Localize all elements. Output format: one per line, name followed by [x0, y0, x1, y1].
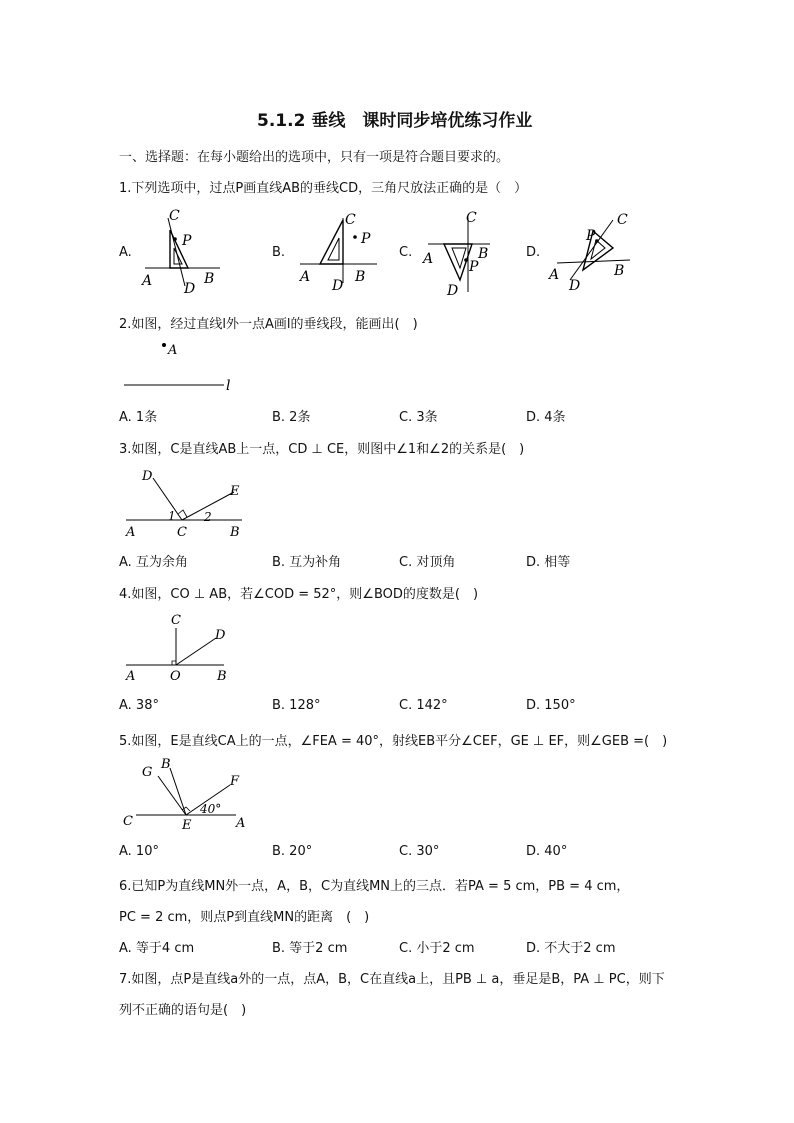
q1d-label-c: C: [617, 212, 628, 228]
q3-figure: [120, 462, 260, 542]
q3-option-c[interactable]: C. 对顶角: [399, 555, 456, 570]
q4-option-c[interactable]: C. 142°: [399, 698, 448, 713]
q3-option-a[interactable]: A. 互为余角: [119, 555, 188, 570]
q1-option-c[interactable]: C.: [399, 245, 413, 260]
q3-option-b[interactable]: B. 互为补角: [272, 555, 342, 570]
q1c-label-b: B: [478, 246, 489, 262]
q6-option-c[interactable]: C. 小于2 cm: [399, 941, 475, 956]
q5-label-a: A: [236, 816, 246, 831]
q5-label-b: B: [161, 757, 171, 772]
q2-option-b[interactable]: B. 2条: [272, 410, 311, 425]
q5-label-f: F: [230, 774, 240, 789]
q5-label-e: E: [182, 818, 192, 833]
q3-label-2: 2: [204, 510, 212, 524]
question-3-text: 3.如图，C是直线AB上一点，CD ⊥ CE，则图中∠1和∠2的关系是( ): [119, 442, 525, 457]
q1c-label-p: P: [469, 259, 479, 275]
q1d-label-a: A: [549, 267, 560, 283]
q2-option-d[interactable]: D. 4条: [526, 410, 566, 425]
q4-option-d[interactable]: D. 150°: [526, 698, 576, 713]
q3-label-d: D: [142, 469, 153, 484]
q1-figure-d: [545, 208, 645, 298]
q1d-label-p: P: [586, 228, 596, 244]
q1d-label-b: B: [614, 263, 625, 279]
q6-option-a[interactable]: A. 等于4 cm: [119, 941, 195, 956]
question-1-text: 1.下列选项中，过点P画直线AB的垂线CD，三角尺放法正确的是（ ）: [119, 181, 528, 196]
q5-option-a[interactable]: A. 10°: [119, 844, 159, 859]
question-5-text: 5.如图，E是直线CA上的一点，∠FEA = 40°，射线EB平分∠CEF，GE ⊥ EF，则∠GEB =( ): [119, 734, 668, 749]
q4-label-c: C: [171, 613, 181, 628]
q5-figure: [120, 752, 260, 837]
question-2-text: 2.如图，经过直线l外一点A画l的垂线段，能画出( ): [119, 317, 418, 332]
q5-option-b[interactable]: B. 20°: [272, 844, 313, 859]
q1a-label-c: C: [169, 208, 180, 224]
q3-label-c: C: [177, 525, 187, 540]
section-heading: 一、选择题：在每小题给出的选项中，只有一项是符合题目要求的。: [119, 150, 510, 165]
q2-option-a[interactable]: A. 1条: [119, 410, 158, 425]
q5-label-g: G: [142, 765, 153, 780]
q6-option-b[interactable]: B. 等于2 cm: [272, 941, 348, 956]
q1a-label-d: D: [184, 281, 196, 297]
q1a-label-b: B: [204, 271, 215, 287]
q1b-label-a: A: [300, 269, 311, 285]
q1b-label-p: P: [361, 231, 371, 247]
question-7-text-line2: 列不正确的语句是( ): [119, 1003, 247, 1018]
q2-label-l: l: [226, 378, 231, 394]
question-6-text-line1: 6.已知P为直线MN外一点，A，B，C为直线MN上的三点．若PA = 5 cm，PB = 4 cm，: [119, 879, 630, 894]
q4-option-b[interactable]: B. 128°: [272, 698, 321, 713]
q6-option-d[interactable]: D. 不大于2 cm: [526, 941, 616, 956]
q1a-label-a: A: [142, 273, 153, 289]
q2-option-c[interactable]: C. 3条: [399, 410, 438, 425]
q5-label-c: C: [123, 814, 133, 829]
q1b-label-b: B: [355, 269, 366, 285]
q1-figure-a: [140, 208, 230, 298]
q3-label-1: 1: [168, 509, 176, 523]
q5-label-40: 40°: [200, 802, 222, 816]
page-title: 5.1.2 垂线 课时同步培优练习作业: [257, 111, 533, 131]
q4-option-a[interactable]: A. 38°: [119, 698, 159, 713]
question-7-text-line1: 7.如图，点P是直线a外的一点，点A，B，C在直线a上，且PB ⊥ a，垂足是B，PA ⊥ PC，则下: [119, 972, 665, 987]
q3-label-b: B: [230, 525, 240, 540]
q4-figure: [120, 608, 250, 688]
q2-label-a: A: [168, 343, 178, 358]
q1c-label-a: A: [423, 251, 434, 267]
q4-label-b: B: [217, 669, 227, 684]
q4-label-a: A: [126, 669, 136, 684]
q3-option-d[interactable]: D. 相等: [526, 555, 571, 570]
q3-label-e: E: [230, 484, 240, 499]
q1c-label-c: C: [466, 210, 477, 226]
q4-label-o: O: [170, 669, 181, 684]
q1b-label-c: C: [345, 212, 356, 228]
q1-option-a[interactable]: A.: [119, 245, 132, 260]
q1-figure-b: [295, 208, 385, 298]
q5-option-d[interactable]: D. 40°: [526, 844, 568, 859]
q5-option-c[interactable]: C. 30°: [399, 844, 440, 859]
q1a-label-p: P: [182, 233, 192, 249]
q3-label-a: A: [126, 525, 136, 540]
q1-option-b[interactable]: B.: [272, 245, 286, 260]
q1-option-d[interactable]: D.: [526, 245, 541, 260]
q4-label-d: D: [215, 628, 226, 643]
q2-figure: [120, 335, 270, 395]
question-4-text: 4.如图，CO ⊥ AB，若∠COD = 52°，则∠BOD的度数是( ): [119, 587, 479, 602]
question-6-text-line2: PC = 2 cm，则点P到直线MN的距离 ( ): [119, 910, 370, 925]
q1b-label-d: D: [332, 278, 344, 294]
q1c-label-d: D: [447, 283, 459, 299]
q1d-label-d: D: [569, 278, 581, 294]
q1-figure-c: [420, 208, 510, 298]
